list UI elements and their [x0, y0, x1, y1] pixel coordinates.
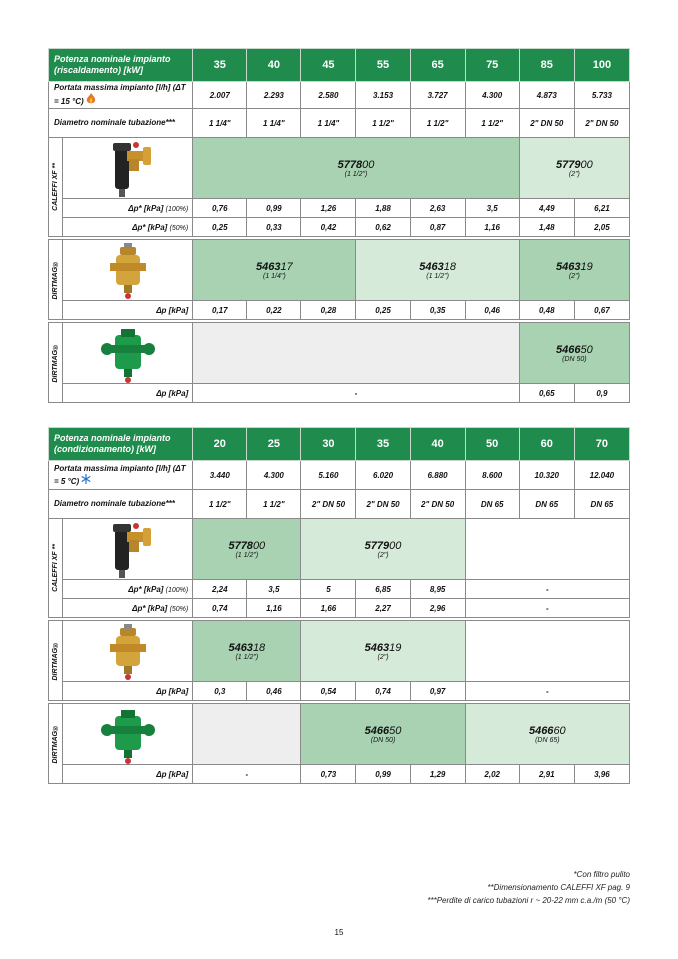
heating-table — [48, 48, 630, 403]
dp-cell: 1,48 — [519, 218, 574, 237]
code-suffix: 18 — [252, 641, 266, 654]
power-cell: 50 — [465, 428, 519, 461]
cooling-header-row — [49, 428, 630, 461]
dp-label-cell — [63, 218, 193, 237]
cooling-dirtmag2-row — [49, 704, 630, 765]
dp-cell: - — [193, 384, 520, 403]
code-suffix: 17 — [280, 260, 293, 273]
dp-cell: 0,65 — [519, 384, 574, 403]
code-cell — [356, 240, 519, 301]
power-cell: 60 — [519, 428, 574, 461]
diameter-cell: 2" DN 50 — [301, 490, 356, 519]
dp-cell: 2,27 — [356, 599, 410, 618]
code-cell — [519, 240, 629, 301]
flow-cell: 6.020 — [356, 461, 410, 490]
code-prefix: 5463 — [255, 260, 281, 273]
dirtmag-green-image — [101, 704, 155, 764]
dp-cell: 3,96 — [574, 765, 629, 784]
diameter-cell: DN 65 — [519, 490, 574, 519]
cooling-dirtmag2-dp-row — [49, 765, 630, 784]
snowflake-icon — [81, 474, 91, 484]
code-suffix: 00 — [252, 539, 266, 552]
dp-cell: - — [193, 765, 301, 784]
heating-dp50-row — [49, 218, 630, 237]
dirtmag-image-cell — [63, 621, 193, 682]
empty-code-cell — [193, 704, 301, 765]
dirtmag2-side-label: DIRTMAG® — [52, 342, 59, 383]
dp-cell: 3,5 — [247, 580, 301, 599]
power-cell: 30 — [301, 428, 356, 461]
flow-label-cell — [49, 82, 193, 109]
code-cell — [519, 138, 629, 199]
footnote: **Dimensionamento CALEFFI XF pag. 9 — [487, 883, 630, 892]
dirtmag-side-label: DIRTMAG® — [52, 640, 59, 681]
code-cell — [465, 704, 629, 765]
diameter-cell: 1 1/2" — [465, 109, 519, 138]
dp-cell: 0,74 — [193, 599, 247, 618]
caleffi-xf-image — [103, 520, 153, 578]
dp-label: Δp [kPa] — [63, 682, 193, 701]
code-prefix: 5466 — [556, 343, 581, 356]
dp-cell: 6,85 — [356, 580, 410, 599]
dp-cell: 5 — [301, 580, 356, 599]
dirtmag-image-cell — [63, 240, 193, 301]
diameter-label: Diametro nominale tubazione*** — [49, 490, 193, 519]
dp-cell: 0,9 — [574, 384, 629, 403]
diameter-cell: 2" DN 50 — [574, 109, 629, 138]
dp-cell: 1,29 — [410, 765, 465, 784]
dp-cell: 0,54 — [301, 682, 356, 701]
dp-cell: - — [465, 682, 629, 701]
dp-cell: 2,63 — [410, 199, 465, 218]
heating-dirtmag2-dp-row — [49, 384, 630, 403]
dp-cell: 0,25 — [356, 301, 410, 320]
flow-cell: 4.300 — [247, 461, 301, 490]
dp-cell: 0,28 — [301, 301, 356, 320]
diameter-cell: 2" DN 50 — [410, 490, 465, 519]
dirtmag-side-label-cell — [49, 621, 63, 701]
footnotes — [427, 868, 630, 907]
flow-cell: 12.040 — [574, 461, 629, 490]
dp-cell: 1,16 — [247, 599, 301, 618]
dp-label: Δp* [kPa] — [128, 203, 164, 213]
dp-cell: 1,26 — [301, 199, 356, 218]
power-cell: 40 — [247, 49, 301, 82]
code-cell — [301, 704, 465, 765]
flow-cell: 10.320 — [519, 461, 574, 490]
power-cell: 85 — [519, 49, 574, 82]
power-cell: 20 — [193, 428, 247, 461]
caleffi-side-label: CALEFFI XF ** — [52, 544, 59, 592]
caleffi-xf-image — [103, 139, 153, 197]
dp-cell: 0,48 — [519, 301, 574, 320]
dirtmag2-image-cell — [63, 704, 193, 765]
dp-cell: 0,17 — [193, 301, 247, 320]
code-suffix: 19 — [580, 260, 593, 273]
cooling-header-label: Potenza nominale impianto (condizionamento) [kW] — [49, 428, 193, 461]
code-suffix: 50 — [389, 724, 402, 737]
dp-cell: 2,96 — [410, 599, 465, 618]
footnote: ***Perdite di carico tubazioni r ~ 20-22 mm c.a./m (50 °C) — [427, 896, 630, 905]
diameter-cell: 1 1/4" — [301, 109, 356, 138]
flow-label: Portata massima impianto [l/h] (ΔT = 5 °C) — [54, 463, 186, 486]
code-size: (DN 50) — [370, 736, 396, 744]
dp-cell: 0,42 — [301, 218, 356, 237]
empty-code-cell — [465, 519, 629, 580]
code-size: (DN 50) — [562, 355, 587, 363]
flow-label-cell — [49, 461, 193, 490]
code-cell — [193, 138, 520, 199]
heating-header-row — [49, 49, 630, 82]
diameter-cell: 1 1/4" — [193, 109, 247, 138]
flame-icon — [86, 93, 96, 104]
power-cell: 70 — [574, 428, 629, 461]
dp-cell: 0,35 — [410, 301, 465, 320]
code-size: (1 1/2") — [426, 272, 449, 280]
code-suffix: 00 — [362, 158, 375, 171]
code-cell — [193, 621, 301, 682]
dp-cell: 0,46 — [465, 301, 519, 320]
dp-cell: 0,25 — [193, 218, 247, 237]
flow-label: Portata massima impianto [l/h] (ΔT = 15 °C) — [54, 83, 186, 106]
diameter-cell: 1 1/2" — [193, 490, 247, 519]
flow-cell: 2.293 — [247, 82, 301, 109]
power-cell: 55 — [356, 49, 410, 82]
dp-cell: 0,99 — [356, 765, 410, 784]
heating-dirtmag2-row — [49, 323, 630, 384]
dp-label-cell — [63, 199, 193, 218]
dp-suffix: (50%) — [169, 605, 189, 613]
cooling-caleffi-row — [49, 519, 630, 580]
code-prefix: 5463 — [364, 641, 390, 654]
dp-cell: 6,21 — [574, 199, 629, 218]
code-size: (1 1/2") — [235, 551, 259, 559]
dp-cell: 4,49 — [519, 199, 574, 218]
dirtmag2-side-label: DIRTMAG® — [52, 723, 59, 764]
dp-cell: 0,87 — [410, 218, 465, 237]
dirtmag-brass-image — [102, 622, 154, 680]
dp-label: Δp [kPa] — [63, 384, 193, 403]
code-suffix: 00 — [580, 158, 593, 171]
cooling-dp100-row — [49, 580, 630, 599]
code-prefix: 5778 — [337, 158, 363, 171]
power-cell: 25 — [247, 428, 301, 461]
code-prefix: 5778 — [228, 539, 253, 552]
dp-cell: 0,99 — [247, 199, 301, 218]
code-size: (1 1/2") — [235, 653, 259, 661]
dp-cell: 3,5 — [465, 199, 519, 218]
empty-code-cell — [465, 621, 629, 682]
diameter-cell: 2" DN 50 — [519, 109, 574, 138]
heating-dirtmag-dp-row — [49, 301, 630, 320]
code-suffix: 19 — [389, 641, 402, 654]
dp-cell: - — [465, 580, 629, 599]
dp-cell: 2,24 — [193, 580, 247, 599]
code-cell — [193, 519, 301, 580]
dirtmag2-side-label-cell — [49, 704, 63, 784]
dp-label-cell — [63, 580, 193, 599]
dp-cell: 0,73 — [301, 765, 356, 784]
diameter-cell: 1 1/2" — [247, 490, 301, 519]
heating-dirtmag-row — [49, 240, 630, 301]
code-cell — [193, 240, 356, 301]
code-suffix: 50 — [580, 343, 593, 356]
dirtmag-brass-image — [102, 241, 154, 299]
flow-cell: 5.733 — [574, 82, 629, 109]
dp-cell: 2,05 — [574, 218, 629, 237]
heating-header-label: Potenza nominale impianto (riscaldamento) [kW] — [49, 49, 193, 82]
code-size: (2") — [377, 551, 389, 559]
dp-cell: 0,97 — [410, 682, 465, 701]
power-cell: 75 — [465, 49, 519, 82]
dp-cell: 0,22 — [247, 301, 301, 320]
code-suffix: 18 — [443, 260, 456, 273]
code-prefix: 5463 — [556, 260, 581, 273]
flow-cell: 3.727 — [410, 82, 465, 109]
diameter-cell: DN 65 — [465, 490, 519, 519]
dp-label: Δp [kPa] — [63, 301, 193, 320]
heating-caleffi-row — [49, 138, 630, 199]
flow-cell: 2.580 — [301, 82, 356, 109]
code-prefix: 5466 — [528, 724, 554, 737]
diameter-cell: 2" DN 50 — [356, 490, 410, 519]
dp-cell: 0,33 — [247, 218, 301, 237]
diameter-cell: DN 65 — [574, 490, 629, 519]
footnote: *Con filtro pulito — [573, 870, 630, 879]
cooling-dp50-row — [49, 599, 630, 618]
dp-label: Δp* [kPa] — [128, 584, 164, 594]
heating-diameter-row — [49, 109, 630, 138]
code-size: (1 1/2") — [344, 170, 368, 178]
dirtmag-side-label: DIRTMAG® — [52, 259, 59, 300]
code-cell — [301, 519, 465, 580]
code-size: (2") — [568, 272, 580, 280]
dp-suffix: (50%) — [169, 224, 189, 232]
flow-cell: 4.300 — [465, 82, 519, 109]
dp-cell: 0,74 — [356, 682, 410, 701]
cooling-table — [48, 427, 630, 784]
dp-cell: 0,46 — [247, 682, 301, 701]
flow-cell: 2.007 — [193, 82, 247, 109]
diameter-label: Diametro nominale tubazione*** — [49, 109, 193, 138]
code-prefix: 5463 — [228, 641, 253, 654]
flow-cell: 8.600 — [465, 461, 519, 490]
dp-cell: 0,76 — [193, 199, 247, 218]
page-number: 15 — [334, 928, 344, 937]
dp-cell: - — [465, 599, 629, 618]
flow-cell: 3.440 — [193, 461, 247, 490]
power-cell: 65 — [410, 49, 465, 82]
dp-cell: 2,91 — [519, 765, 574, 784]
code-suffix: 00 — [389, 539, 402, 552]
code-size: (1 1/4") — [263, 272, 286, 280]
dp-cell: 8,95 — [410, 580, 465, 599]
dirtmag-green-image — [101, 323, 155, 383]
diameter-cell: 1 1/2" — [410, 109, 465, 138]
caleffi-image-cell — [63, 519, 193, 580]
dirtmag-side-label-cell — [49, 240, 63, 320]
code-cell — [519, 323, 629, 384]
flow-cell: 3.153 — [356, 82, 410, 109]
code-prefix: 5779 — [364, 539, 390, 552]
caleffi-side-label: CALEFFI XF ** — [52, 163, 59, 211]
dp-suffix: (100%) — [165, 205, 189, 213]
code-prefix: 5779 — [556, 158, 581, 171]
code-size: (2") — [568, 170, 580, 178]
dp-cell: 1,88 — [356, 199, 410, 218]
dp-cell: 2,02 — [465, 765, 519, 784]
code-prefix: 5463 — [419, 260, 444, 273]
diameter-cell: 1 1/2" — [356, 109, 410, 138]
dp-cell: 1,66 — [301, 599, 356, 618]
caleffi-side-label-cell — [49, 138, 63, 237]
dp-label: Δp [kPa] — [63, 765, 193, 784]
flow-cell: 6.880 — [410, 461, 465, 490]
dp-suffix: (100%) — [165, 586, 189, 594]
cooling-dirtmag-dp-row — [49, 682, 630, 701]
power-cell: 35 — [356, 428, 410, 461]
diameter-cell: 1 1/4" — [247, 109, 301, 138]
code-cell — [301, 621, 465, 682]
cooling-flow-row — [49, 461, 630, 490]
cooling-diameter-row — [49, 490, 630, 519]
code-size: (2") — [377, 653, 389, 661]
code-prefix: 5466 — [364, 724, 390, 737]
caleffi-image-cell — [63, 138, 193, 199]
dp-cell: 0,67 — [574, 301, 629, 320]
dp-cell: 0,62 — [356, 218, 410, 237]
caleffi-side-label-cell — [49, 519, 63, 618]
code-suffix: 60 — [553, 724, 566, 737]
power-cell: 40 — [410, 428, 465, 461]
heating-flow-row — [49, 82, 630, 109]
power-cell: 45 — [301, 49, 356, 82]
dp-label: Δp* [kPa] — [132, 222, 168, 232]
cooling-dirtmag-row — [49, 621, 630, 682]
dp-label-cell — [63, 599, 193, 618]
dp-cell: 1,16 — [465, 218, 519, 237]
heating-dp100-row — [49, 199, 630, 218]
dp-label: Δp* [kPa] — [132, 603, 168, 613]
dirtmag2-image-cell — [63, 323, 193, 384]
power-cell: 100 — [574, 49, 629, 82]
dp-cell: 0,3 — [193, 682, 247, 701]
empty-code-cell — [193, 323, 520, 384]
flow-cell: 4.873 — [519, 82, 574, 109]
flow-cell: 5.160 — [301, 461, 356, 490]
code-size: (DN 65) — [535, 736, 560, 744]
power-cell: 35 — [193, 49, 247, 82]
dirtmag2-side-label-cell — [49, 323, 63, 403]
